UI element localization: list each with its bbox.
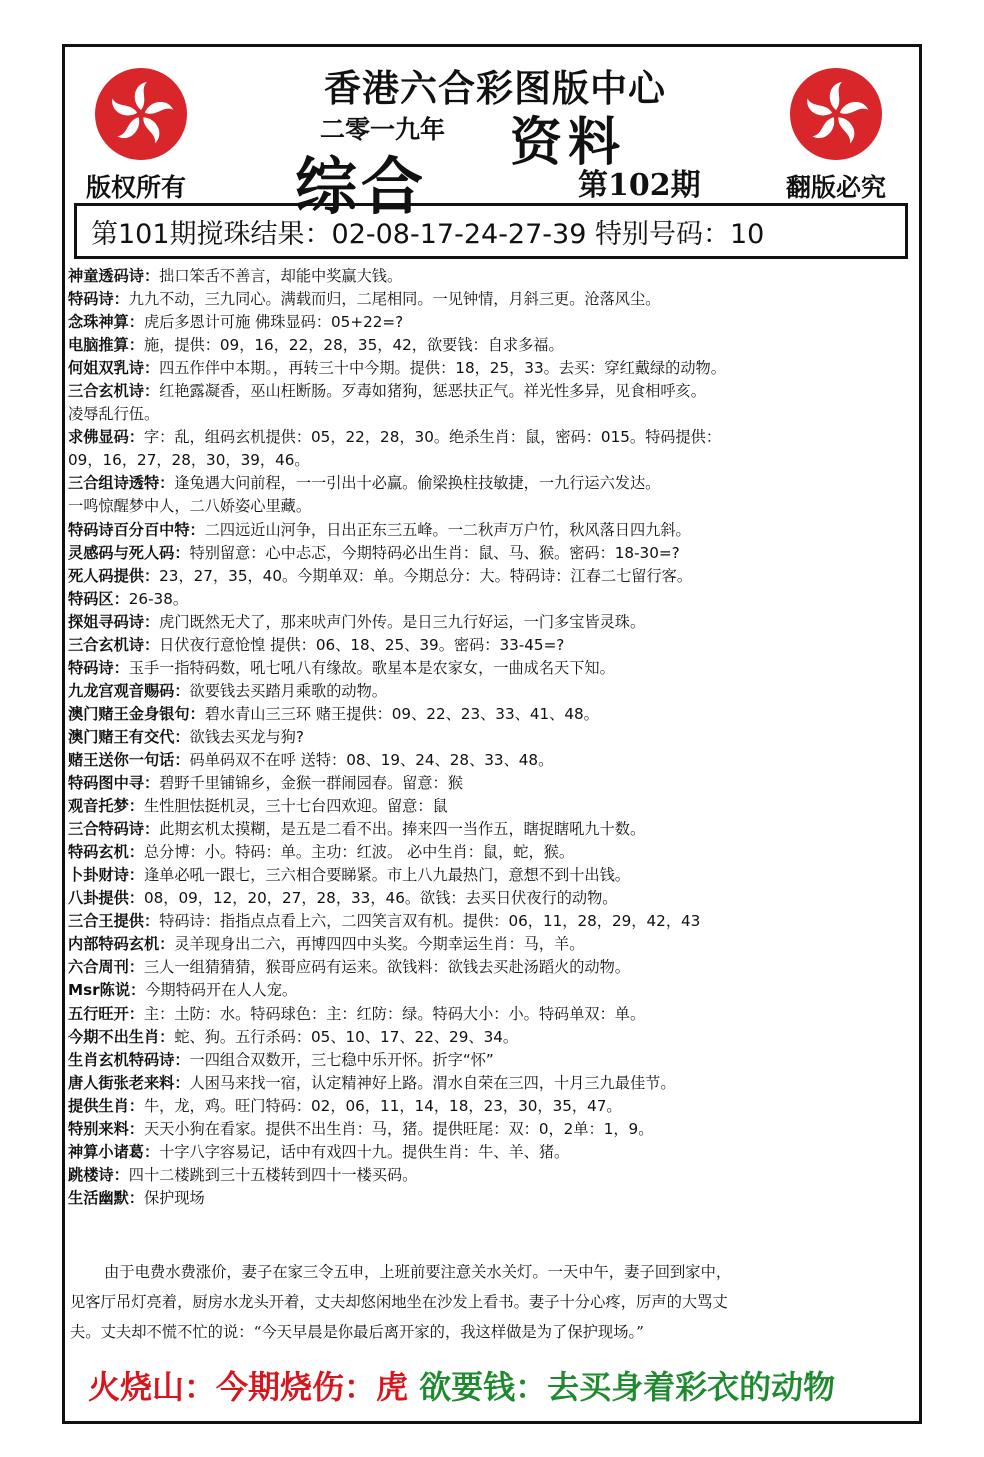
prediction-text: 特码诗：指指点点看上六，二四笑言双有机。提供：06，11，28，29，42，43 [159, 912, 701, 931]
prediction-text: 虎后多恩计可施 佛珠显码：05+22=? [143, 313, 404, 332]
prediction-label: 三合组诗透特： [68, 474, 175, 493]
prediction-line [68, 1164, 918, 1187]
prediction-line [68, 403, 918, 426]
prediction-text: 主：土防：水。特码球色：主：红防：绿。特码大小：小。特码单双：单。 [143, 1004, 646, 1023]
prediction-text: 欲钱去买龙与狗? [189, 727, 304, 746]
prediction-line [68, 703, 918, 726]
prediction-line [68, 864, 918, 887]
prediction-line [68, 357, 918, 380]
prediction-label: 探姐寻码诗： [68, 612, 160, 631]
prediction-text: 四五作伴中本期。，再转三十中今期。提供：18，25，33。去买：穿红戴绿的动物。 [159, 359, 726, 378]
prediction-text: 26-38。 [128, 589, 189, 608]
prediction-line [68, 542, 918, 565]
prediction-label: 澳门赌王金身银句： [68, 704, 205, 723]
prediction-label: Msr陈说： [68, 981, 146, 1000]
year-label: 二零一九年 [320, 115, 446, 144]
prediction-line [68, 956, 918, 979]
prediction-label: 何姐双乳诗： [68, 359, 160, 378]
prediction-text: 牛，龙，鸡。旺门特码：02，06，11，14，18，23，30，35，47。 [143, 1096, 622, 1115]
prediction-line [68, 772, 918, 795]
prediction-text: 碧野千里铺锦乡，金猴一群闹园春。留意：猴 [159, 774, 463, 793]
prediction-line [68, 311, 918, 334]
prediction-label: 生活幽默： [68, 1188, 144, 1207]
page-title: 香港六合彩图版中心 [324, 66, 666, 110]
prediction-label: 特码诗百分百中特： [68, 520, 205, 539]
prediction-label: 死人码提供： [68, 566, 160, 585]
prediction-text: 码单码双不在呼 送特：08、19、24、28、33、48。 [189, 750, 554, 769]
footer-banner [88, 1362, 835, 1408]
prediction-line [68, 979, 918, 1002]
prediction-line [68, 933, 918, 956]
prediction-text: 日伏夜行意怆惶 提供：06、18、25、39。密码：33-45=? [159, 635, 565, 654]
prediction-text: 碧水青山三三环 赌王提供：09、22、23、33、41、48。 [204, 704, 599, 723]
bauhinia-emblem-right [790, 68, 882, 160]
prediction-label: 九龙宫观音赐码： [68, 681, 190, 700]
prediction-text: 三人一组猜猜猜，猴哥应码有运来。欲钱料：欲钱去买赴汤蹈火的动物。 [143, 958, 630, 977]
prediction-label: 灵感码与死人码： [68, 543, 190, 562]
prediction-label: 提供生肖： [68, 1096, 144, 1115]
bauhinia-emblem-left [95, 68, 187, 160]
prediction-label: 唐人街张老来料： [68, 1073, 190, 1092]
prediction-text: 红艳露凝香，巫山枉断肠。歹毒如猪狗，惩恶扶正气。祥光性多异，见食相呼亥。 [159, 382, 706, 401]
prediction-label: 特别来料： [68, 1119, 144, 1138]
prediction-line [68, 1141, 918, 1164]
prediction-text: 十字八字容易记，话中有戏四十九。提供生肖：牛、羊、猪。 [159, 1142, 570, 1161]
prediction-text: 此期玄机太摸糊，是五是二看不出。捧来四一当作五，瞎捉瞎吼九十数。 [159, 820, 646, 839]
draw-result-box [74, 203, 908, 259]
prediction-text: 欲要钱去买踏月乘歌的动物。 [189, 681, 387, 700]
prediction-text: 九九不动，三九同心。满载而归，二尾相同。一见钟情，月斜三更。沧落风尘。 [128, 290, 661, 309]
prediction-line [68, 726, 918, 749]
prediction-text: 保护现场 [143, 1188, 205, 1207]
prediction-line [68, 910, 918, 933]
prediction-text: 凌辱乱行伍。 [68, 405, 160, 424]
prediction-text: 一四组合双数开，三七稳中乐开怀。折字“怀” [189, 1050, 494, 1069]
prediction-label: 澳门赌王有交代： [68, 727, 190, 746]
prediction-line [68, 841, 918, 864]
bauhinia-flower-icon [106, 79, 176, 149]
prediction-label: 八卦提供： [68, 889, 144, 908]
prediction-label: 卜卦财诗： [68, 866, 144, 885]
prediction-label: 特码诗： [68, 290, 129, 309]
prediction-text: 23，27，35，40。今期单双：单。今期总分：大。特码诗：江春二七留行客。 [159, 566, 693, 585]
prediction-label: 跳楼诗： [68, 1165, 129, 1184]
draw-result-text: 第101期搅珠结果：02-08-17-24-27-39 特别号码：10 [91, 218, 765, 250]
prediction-label: 三合特码诗： [68, 820, 160, 839]
prediction-label: 特码诗： [68, 658, 129, 677]
prediction-line [68, 611, 918, 634]
prediction-label: 神童透码诗： [68, 267, 160, 285]
prediction-label: 三合玄机诗： [68, 382, 160, 401]
prediction-text: 玉手一指特码数，吼七吼八有缘故。歌星本是农家女，一曲成名天下知。 [128, 658, 615, 677]
prediction-line [68, 795, 918, 818]
prediction-text: 虎门既然无犬了，那来吠声门外传。是日三九行好运，一门多宝皆灵珠。 [159, 612, 646, 631]
prediction-text: 今期特码开在人人宠。 [145, 981, 298, 1000]
prediction-line [68, 1049, 918, 1072]
prediction-text: 四十二楼跳到三十五楼转到四十一楼买码。 [128, 1165, 418, 1184]
zonghe-heading: 综合 [295, 150, 428, 223]
prediction-label: 观音托梦： [68, 797, 144, 816]
humor-line: 夫。丈夫却不慌不忙的说：“今天早晨是你最后离开家的，我这样做是为了保护现场。” [70, 1323, 644, 1341]
prediction-line [68, 1026, 918, 1049]
prediction-label: 赌王送你一句话： [68, 750, 190, 769]
prediction-text: 施，提供：09，16，22，28，35，42，欲要钱：自求多福。 [143, 336, 564, 355]
prediction-line [68, 565, 918, 588]
prediction-text: 生性胆怯挺机灵，三十七台四欢迎。留意：鼠 [143, 797, 448, 816]
prediction-text: 逢兔遇大问前程，一一引出十必赢。偷梁换柱技敏捷，一九行运六发达。 [174, 474, 661, 493]
prediction-line [68, 426, 918, 449]
prediction-line [68, 1118, 918, 1141]
prediction-line [68, 818, 918, 841]
prediction-line [68, 265, 918, 288]
prediction-label: 内部特码玄机： [68, 935, 175, 954]
prediction-line [68, 472, 918, 495]
footer-part-1: 火烧山：今期烧伤：虎 [88, 1368, 409, 1406]
no-reprint-label: 翻版必究 [786, 173, 887, 202]
prediction-label: 念珠神算： [68, 313, 144, 332]
prediction-text: 09，16，27，28，30，39，46。 [68, 451, 310, 470]
prediction-line [68, 749, 918, 772]
prediction-label: 五行旺开： [68, 1004, 144, 1023]
prediction-label: 三合玄机诗： [68, 635, 160, 654]
copyright-label: 版权所有 [86, 173, 187, 202]
prediction-text: 总分博：小。特码：单。主功：红波。 必中生肖：鼠，蛇，猴。 [143, 843, 575, 862]
prediction-label: 电脑推算： [68, 336, 144, 355]
prediction-line [68, 887, 918, 910]
prediction-text: 天天小狗在看家。提供不出生肖：马，猪。提供旺尾：双：0，2单：1，9。 [143, 1119, 654, 1138]
prediction-label: 六合周刊： [68, 958, 144, 977]
prediction-line [68, 634, 918, 657]
prediction-line [68, 334, 918, 357]
prediction-line [68, 588, 918, 611]
prediction-text: 拙口笨舌不善言，却能中奖赢大钱。 [159, 267, 403, 285]
prediction-line [68, 680, 918, 703]
prediction-line [68, 1072, 918, 1095]
prediction-text: 二四远近山河争，日出正东三五峰。一二秋声万户竹，秋风落日四九斜。 [204, 520, 691, 539]
prediction-line [68, 288, 918, 311]
prediction-line [68, 657, 918, 680]
prediction-line [68, 380, 918, 403]
humor-line: 由于电费水费涨价，妻子在家三令五申，上班前要注意关水关灯。一天中午，妻子回到家中， [104, 1263, 732, 1281]
prediction-label: 特码区： [68, 589, 129, 608]
prediction-line [68, 1003, 918, 1026]
prediction-label: 生肖玄机特码诗： [68, 1050, 190, 1069]
prediction-line [68, 1187, 918, 1210]
bauhinia-flower-icon [801, 79, 871, 149]
humor-line: 见客厅吊灯亮着，厨房水龙头开着，丈夫却悠闲地坐在沙发上看书。妻子十分心疼，厉声的大骂丈 [70, 1293, 728, 1311]
prediction-label: 求佛显码： [68, 428, 144, 447]
prediction-label: 今期不出生肖： [68, 1027, 175, 1046]
prediction-line [68, 495, 918, 518]
footer-part-2: 欲要钱：去买身着彩衣的动物 [419, 1368, 836, 1406]
prediction-line [68, 1095, 918, 1118]
prediction-label: 三合王提供： [68, 912, 160, 931]
prediction-text: 灵羊现身出二六，再博四四中头奖。今期幸运生肖：马，羊。 [174, 935, 585, 954]
prediction-text: 字：乱，组码玄机提供：05，22，28，30。绝杀生肖：鼠，密码：015。特码提供： [143, 428, 722, 447]
prediction-text: 08，09，12，20，27，28，33，46。欲钱：去买日伏夜行的动物。 [143, 889, 618, 908]
prediction-line [68, 519, 918, 542]
prediction-text: 逢单必吼一跟七，三六相合要睇紧。市上八九最热门，意想不到十出钱。 [143, 866, 630, 885]
ziliao-heading: 资料 [510, 112, 627, 173]
prediction-text: 人困马来找一宿，认定精神好上路。渭水自荣在三四，十月三九最佳节。 [189, 1073, 676, 1092]
prediction-label: 特码玄机： [68, 843, 144, 862]
prediction-line [68, 449, 918, 472]
prediction-list [68, 265, 918, 1210]
issue-number: 第102期 [578, 168, 701, 203]
prediction-text: 一鸣惊醒梦中人，二八娇姿心里藏。 [68, 497, 311, 516]
prediction-text: 特别留意：心中忐忑，今期特码必出生肖：鼠、马、猴。密码：18-30=? [189, 543, 680, 562]
prediction-label: 特码图中寻： [68, 774, 160, 793]
humor-story [70, 1257, 916, 1347]
prediction-label: 神算小诸葛： [68, 1142, 160, 1161]
prediction-text: 蛇、狗。五行杀码：05、10、17、22、29、34。 [174, 1027, 519, 1046]
